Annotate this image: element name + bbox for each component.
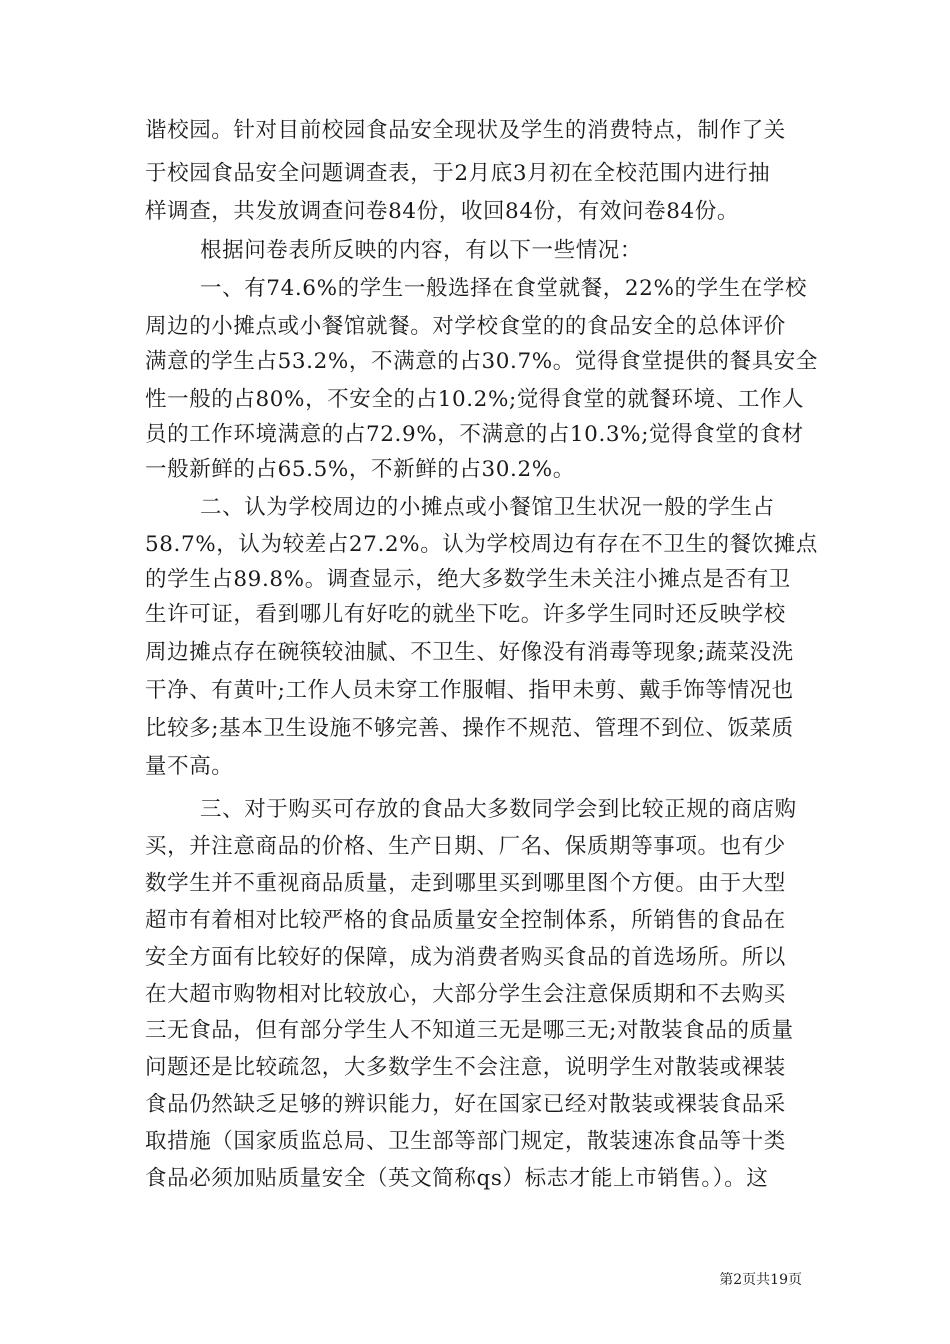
text-line: 取措施（国家质监总局、卫生部等部门规定，散装速冻食品等十类 [145, 1129, 786, 1154]
text-line: 量不高。 [145, 754, 234, 779]
text-line: 周边的小摊点或小餐馆就餐。对学校食堂的的食品安全的总体评价 [145, 314, 786, 339]
paragraph-first-line: 根据问卷表所反映的内容，有以下一些情况： [200, 238, 643, 263]
page-number: 第2页共19页 [719, 1272, 802, 1288]
paragraph-first-line: 一、有74.6%的学生一般选择在食堂就餐，22%的学生在学校 [200, 276, 808, 301]
text-line: 生许可证，看到哪儿有好吃的就坐下吃。许多学生同时还反映学校 [145, 602, 786, 627]
text-line: 安全方面有比较好的保障，成为消费者购买食品的首选场所。所以 [145, 945, 786, 970]
text-line: 58.7%，认为较差占27.2%。认为学校周边有存在不卫生的餐饮摊点 [145, 532, 819, 557]
text-line: 于校园食品安全问题调查表，于2月底3月初在全校范围内进行抽 [145, 161, 771, 186]
text-line: 性一般的占80%，不安全的占10.2%;觉得食堂的就餐环境、工作人 [145, 387, 805, 412]
text-line: 在大超市购物相对比较放心，大部分学生会注意保质期和不去购买 [145, 982, 786, 1007]
text-line: 三无食品，但有部分学生人不知道三无是哪三无;对散装食品的质量 [145, 1018, 794, 1043]
text-line: 样调查，共发放调查问卷84份，收回84份，有效问卷84份。 [145, 199, 739, 224]
text-line: 干净、有黄叶;工作人员未穿工作服帽、指甲未剪、戴手饰等情况也 [145, 678, 794, 703]
paragraph-first-line: 二、认为学校周边的小摊点或小餐馆卫生状况一般的学生占 [200, 495, 775, 520]
text-line: 食品必须加贴质量安全（英文简称qs）标志才能上市销售。）。这 [145, 1166, 769, 1191]
text-line: 问题还是比较疏忽，大多数学生不会注意，说明学生对散装或裸装 [145, 1055, 786, 1080]
text-line: 的学生占89.8%。调查显示，绝大多数学生未关注小摊点是否有卫 [145, 567, 791, 592]
text-line: 数学生并不重视商品质量，走到哪里买到哪里图个方便。由于大型 [145, 871, 786, 896]
text-line: 周边摊点存在碗筷较油腻、不卫生、好像没有消毒等现象;蔬菜没洗 [145, 640, 794, 665]
text-line: 员的工作环境满意的占72.9%，不满意的占10.3%;觉得食堂的食材 [145, 422, 804, 447]
text-line: 食品仍然缺乏足够的辨识能力，好在国家已经对散装或裸装食品采 [145, 1092, 786, 1117]
paragraph-first-line: 三、对于购买可存放的食品大多数同学会到比较正规的商店购 [200, 797, 797, 822]
text-line: 比较多;基本卫生设施不够完善、操作不规范、管理不到位、饭菜质 [145, 716, 794, 741]
text-line: 超市有着相对比较严格的食品质量安全控制体系，所销售的食品在 [145, 908, 786, 933]
text-line: 买，并注意商品的价格、生产日期、厂名、保质期等事项。也有少 [145, 834, 786, 859]
text-line: 一般新鲜的占65.5%，不新鲜的占30.2%。 [145, 457, 575, 482]
text-line: 满意的学生占53.2%，不满意的占30.7%。觉得食堂提供的餐具安全 [145, 349, 819, 374]
text-line: 谐校园。针对目前校园食品安全现状及学生的消费特点，制作了关 [145, 118, 786, 143]
